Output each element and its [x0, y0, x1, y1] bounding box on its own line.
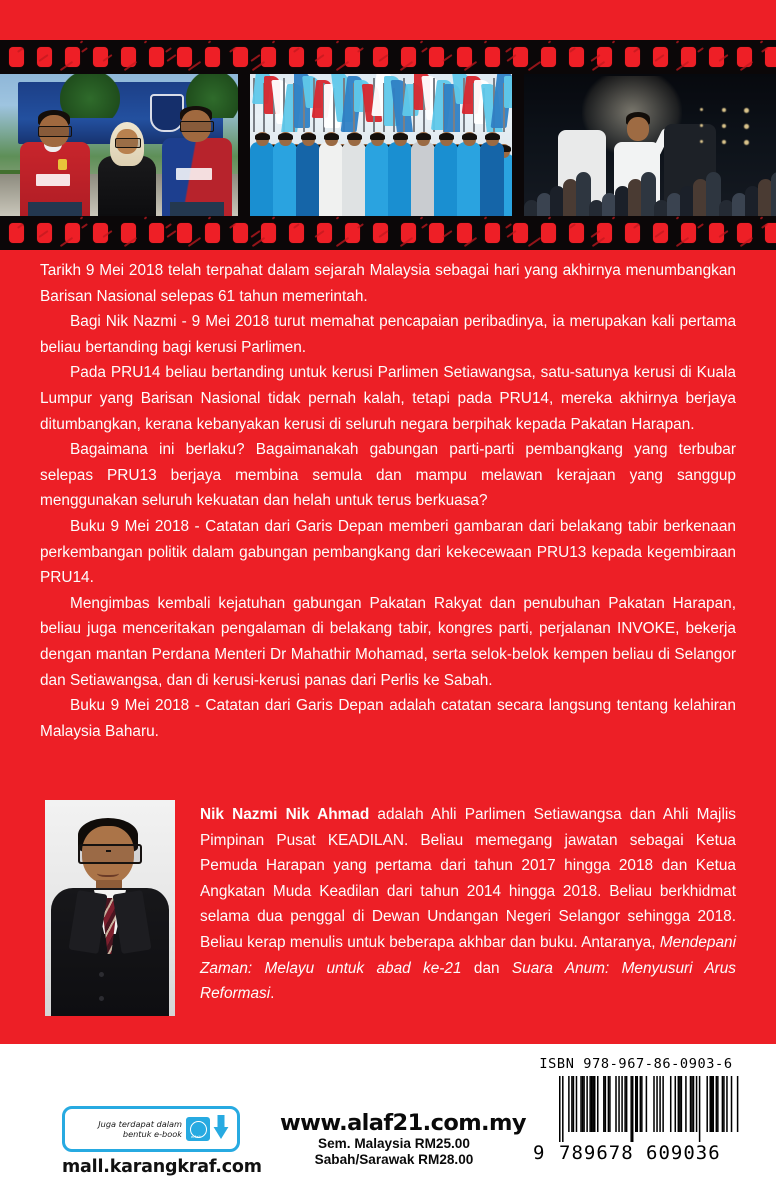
film-scratch [144, 40, 148, 43]
film-scratch [612, 40, 616, 43]
price-peninsular-malaysia: Sem. Malaysia RM25.00 [318, 1136, 470, 1151]
filmstrip-sprocket-hole [513, 47, 528, 67]
film-scratch [272, 40, 276, 43]
ean-right-group: 609036 [646, 1142, 721, 1164]
filmstrip-sprocket-hole [429, 223, 444, 243]
glasses-icon [180, 121, 214, 132]
crowd-person [296, 142, 320, 216]
author-book-title-1: Mendepani Zaman: Melayu untuk abad ke-21 [200, 933, 736, 977]
glasses-icon [115, 138, 141, 148]
ean13-barcode [533, 1076, 739, 1142]
jeans [28, 202, 82, 216]
filmstrip-sprocket-hole [261, 47, 276, 67]
film-scratch [697, 47, 704, 53]
film-scratch [760, 216, 764, 219]
filmstrip-frame-divider [512, 74, 524, 216]
supporter-crowd [250, 124, 512, 216]
film-scratch [144, 216, 148, 219]
film-scratch [420, 216, 424, 219]
person-black-abaya [92, 116, 162, 216]
film-scratch [676, 216, 680, 219]
party-flag [504, 76, 512, 108]
film-scratch [484, 216, 488, 219]
film-scratch [208, 40, 212, 43]
film-scratch [80, 40, 84, 43]
jeans [170, 202, 224, 216]
download-arrow-icon [213, 1114, 229, 1145]
film-scratch [421, 47, 428, 53]
blurb-paragraph-4: Bagaimana ini berlaku? Bagaimanakah gabungan parti-parti pembangkang yang terbubar selepas PRU13 berjaya membina semula dan mampu melawan kerajaan yang sanggup menggunakan seluruh kekuatan dan helah untuk terus berkuasa? [40, 441, 736, 510]
crowd-hair [324, 133, 339, 140]
stage-light [744, 108, 749, 113]
filmstrip-sprocket-hole [541, 223, 556, 243]
isbn-label: ISBN [539, 1056, 575, 1072]
film-scratch [420, 40, 424, 43]
film-scratch [81, 47, 88, 53]
face [627, 117, 649, 141]
film-scratch [484, 40, 488, 43]
price-sabah-sarawak: Sabah/Sarawak RM28.00 [314, 1152, 474, 1167]
publisher-info-block [280, 1110, 526, 1168]
author-bio-period: . [270, 985, 275, 1003]
filmstrip-sprocket-hole [429, 47, 444, 67]
crowd-person [250, 142, 274, 216]
film-scratch [272, 216, 276, 219]
emall-mark-icon [186, 1117, 210, 1141]
stage-light [722, 140, 726, 144]
crowd-person [480, 142, 504, 216]
crowd-hair [485, 133, 500, 140]
filmstrip-photo-supporters-jerseys [0, 74, 238, 216]
blurb-paragraph-2: Bagi Nik Nazmi - 9 Mei 2018 turut memahat pencapaian peribadinya, ia merupakan kali pertama beliau bertanding bagi kerusi Parlimen. [40, 313, 736, 356]
film-scratch [336, 216, 340, 219]
film-scratch [81, 223, 88, 229]
filmstrip-top-perforation-band [0, 40, 776, 74]
filmstrip-photo-group-flags [250, 74, 512, 216]
film-scratch [528, 61, 541, 71]
blurb-paragraph-3: Pada PRU14 beliau bertanding untuk kerusi Parlimen Setiawangsa, satu-satunya kerusi di Kuala Lumpur yang Barisan Nasional tidak pernah kalah, tetapi pada PRU14, mereka akhirnya berjaya ditumbangkan, kerana kebanyakan kerusi di seluruh negara berpihak kepada Pakatan Harapan. [40, 364, 736, 433]
film-scratch [208, 216, 212, 219]
film-scratch [166, 230, 176, 238]
ean13-digits [533, 1142, 739, 1162]
film-scratch [505, 223, 512, 229]
crowd-hair [370, 133, 385, 140]
film-scratch [165, 47, 172, 53]
crowd-hair [255, 133, 270, 140]
person-blue-red-jersey [160, 106, 234, 216]
crowd-hair [278, 133, 293, 140]
filmstrip-sprocket-hole [541, 47, 556, 67]
stage-light [722, 108, 726, 112]
film-scratch [697, 223, 704, 229]
author-book-title-2: Suara Anum: Menyusuri Arus Reformasi [200, 959, 736, 1003]
crowd-hair [439, 133, 454, 140]
film-scratch [760, 40, 764, 43]
film-scratch [612, 216, 616, 219]
filmstrip-sprocket-hole [261, 223, 276, 243]
filmstrip-sprocket-hole [233, 47, 248, 67]
person-red-jersey [18, 110, 92, 216]
ebook-availability-badge[interactable] [62, 1106, 262, 1177]
blurb-paragraph-6: Mengimbas kembali kejatuhan gabungan Pakatan Rakyat dan penubuhan Pakatan Harapan, beliau juga menceritakan pengalaman di belakang tabir, kongres parti, perjalanan INVOKE, bekerja dengan mantan Perdana Menteri Dr Mahathir Mohamad, serta selok-belok kempen beliau di Selangor dan Setiawangsa, dan di kerusi-kerusi panas dari Perlis ke Sabah. [40, 594, 736, 689]
filmstrip-sprocket-hole [177, 223, 192, 243]
filmstrip-sprocket-hole [177, 47, 192, 67]
author-bio-text [200, 802, 736, 1007]
filmstrip-sprocket-hole [485, 223, 500, 243]
ebook-line-2: bentuk e-book [122, 1129, 182, 1139]
isbn-number: 978-967-86-0903-6 [583, 1056, 733, 1072]
ebook-line-1: Juga terdapat dalam [98, 1118, 182, 1129]
filmstrip-sprocket-hole [205, 223, 220, 243]
filmstrip-photo-collage [0, 40, 776, 250]
stage-light [700, 124, 703, 127]
filmstrip-sprocket-hole [485, 47, 500, 67]
film-scratch [421, 223, 428, 229]
blurb-paragraph-5: Buku 9 Mei 2018 - Catatan dari Garis Depan memberi gambaran dari belakang tabir berkenaan perkembangan politik dalam gabungan pembangkang dari kekecewaan PRU13 kepada kegembiraan PRU14. [40, 517, 736, 587]
filmstrip-frame-divider [238, 74, 250, 216]
ebook-pill [62, 1106, 240, 1152]
jersey-badge [58, 159, 67, 170]
stage-light [744, 124, 749, 129]
film-scratch [165, 223, 172, 229]
ebook-store-url[interactable]: mall.karangkraf.com [62, 1157, 262, 1177]
emall-mark-caption: eMall [191, 1135, 201, 1139]
film-scratch [548, 216, 552, 219]
crowd-person [319, 142, 343, 216]
suit-button-lower [99, 996, 104, 1001]
stage-light [700, 108, 703, 111]
film-scratch [250, 54, 260, 62]
isbn-barcode-block [524, 1056, 748, 1162]
glasses-icon [38, 126, 72, 137]
stage-light [700, 140, 703, 143]
author-bio-joiner: dan [461, 959, 512, 977]
filmstrip-bottom-perforation-band [0, 216, 776, 250]
filmstrip-photo-night-rally [524, 74, 776, 216]
crowd-hair [416, 133, 431, 140]
film-scratch [166, 54, 176, 62]
film-scratch [250, 230, 260, 238]
jersey-sponsor-text [36, 174, 70, 186]
stage-light [744, 140, 749, 145]
filmstrip-sprocket-hole [149, 47, 164, 67]
isbn-text [524, 1056, 748, 1072]
blurb-paragraph-1: Tarikh 9 Mei 2018 telah terpahat dalam sejarah Malaysia sebagai hari yang akhirnya menumbangkan Barisan Nasional selepas 61 tahun memerintah. [40, 262, 736, 305]
film-scratch [548, 40, 552, 43]
crowd-hair [393, 133, 408, 140]
author-name: Nik Nazmi Nik Ahmad [200, 806, 370, 823]
film-scratch [505, 47, 512, 53]
blurb-paragraph-7: Buku 9 Mei 2018 - Catatan dari Garis Depan adalah catatan secara langsung tentang kelahiran Malaysia Baharu. [40, 697, 736, 740]
glasses-icon [78, 844, 142, 864]
crowd-hair [301, 133, 316, 140]
ebook-pill-text [65, 1119, 186, 1140]
crowd-hair [347, 133, 362, 140]
author-smile [97, 868, 119, 877]
filmstrip-sprocket-hole [513, 223, 528, 243]
suit-button-upper [99, 972, 104, 977]
film-scratch [528, 237, 541, 247]
ean-left-group: 789678 [559, 1142, 634, 1164]
crowd-person [411, 142, 435, 216]
filmstrip-sprocket-hole [205, 47, 220, 67]
crowd-person [342, 142, 366, 216]
ean-lead-digit: 9 [533, 1142, 546, 1164]
film-scratch [80, 216, 84, 219]
crowd-hair [462, 133, 477, 140]
author-bio-part1: adalah Ahli Parlimen Setiawangsa dan Ahli Majlis Pimpinan Pusat KEADILAN. Beliau memegang jawatan sebagai Ketua Pemuda Harapan yang pertama dari tahun 2017 hingga 2018 dan Ketua Angkatan Muda Keadilan dari tahun 2014 hingga 2018. Beliau berkhidmat selama dua penggal di Dewan Undangan Negeri Selangor sehingga 2018. Beliau kerap menulis untuk beberapa akhbar dan buku. Antaranya, [200, 806, 736, 951]
back-cover-blurb [40, 258, 736, 744]
film-scratch [676, 40, 680, 43]
audience-head [771, 172, 776, 216]
cover-footer [0, 1044, 776, 1200]
film-scratch [336, 40, 340, 43]
jersey-sponsor-text [176, 168, 212, 180]
crowd-person [457, 142, 481, 216]
crowd-person [273, 142, 297, 216]
filmstrip-sprocket-hole [765, 223, 776, 243]
publisher-website-url[interactable]: www.alaf21.com.my [280, 1110, 526, 1136]
filmstrip-sprocket-hole [765, 47, 776, 67]
filmstrip-sprocket-hole [149, 223, 164, 243]
audience-silhouettes [524, 176, 776, 216]
crowd-person [365, 142, 389, 216]
filmstrip-photo-row [0, 74, 776, 216]
crowd-person [388, 142, 412, 216]
crowd-person [434, 142, 458, 216]
stage-light [722, 124, 726, 128]
filmstrip-sprocket-hole [233, 223, 248, 243]
author-portrait-photo [45, 800, 175, 1016]
